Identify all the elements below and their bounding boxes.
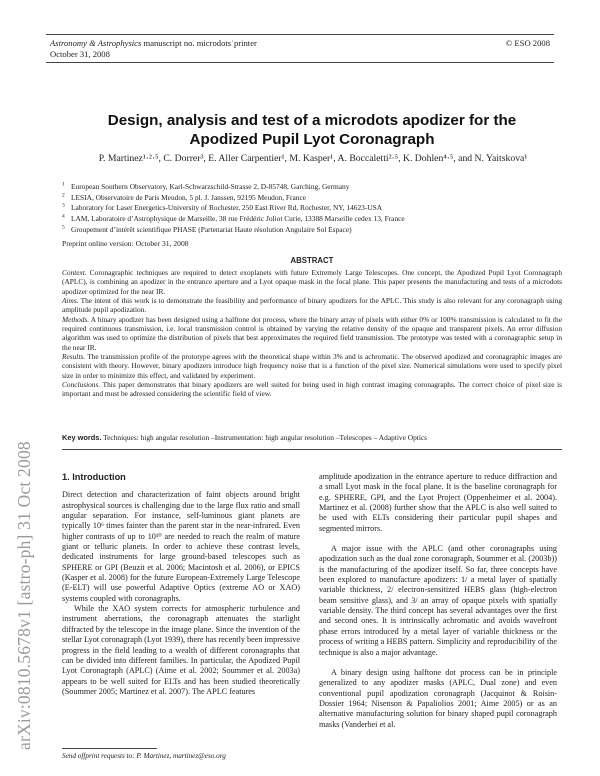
affiliation-list bbox=[62, 182, 562, 236]
arxiv-stamp bbox=[14, 190, 34, 750]
header-date: October 31, 2008 bbox=[50, 49, 110, 59]
abstract-conclusions: Conclusions. This paper demonstrates that binary apodizers are well suited for being used in high contrast imaging coronagraphs. The correct choice of pixel size is important and must be adressed considering the scientific field of view. bbox=[62, 380, 562, 399]
intro-paragraph-2: While the XAO system corrects for atmospheric turbulence and instrument aberrations, the coronagraph attenuates the starlight diffracted by the telescope in the image plane. Since the invention of the stellar Lyot coronagraph (Lyot 1939), there has recently been impressive progress in the field leading to a wealth of different coronagraphs that can be divided into different families. In particular, the Apodized Pupil Lyot Coronagraph (APLC) (Aime et al. 2002; Soummer et al. 2003a) appears to be well suited for ELTs and has been studied theoretically (Soummer 2005; Martinez et al. 2007). The APLC features bbox=[62, 604, 300, 696]
right-column bbox=[319, 472, 557, 730]
author-list: P. Martinez¹·²·⁵, C. Dorrer³, E. Aller Carpentier¹, M. Kasper¹, A. Boccaletti²·⁵, K. Dohlen⁴·⁵, and N. Yaitskova¹ bbox=[98, 153, 528, 164]
section-heading: 1. Introduction bbox=[62, 472, 126, 482]
preprint-note: Preprint online version: October 31, 2008 bbox=[62, 239, 189, 248]
abstract-aims: Aims. The intent of this work is to demonstrate the feasibility and performance of binary apodizers for the APLC. This study is also relevant for any coronagraph using amplitude pupil apodization. bbox=[62, 296, 562, 315]
manuscript-number: manuscript no. microdots˙printer bbox=[141, 38, 257, 48]
right-paragraph-2: A major issue with the APLC (and other coronagraphs using apodization such as the dual zone coronagraph, Soummer et al. (2003b)) is the manufacturing of the apodizer itself. So far, three concepts have been explored to manufacture apodizers: 1/ a metal layer of spatially variable thickness, 2/ electron-sensitized HEBS glass (high-electron beam sensitive glass), and 3/ an array of opaque pixels with spatially variable density. The third concept has several advantages over the first and second ones. It is intrinsically achromatic and avoids wavefront phase errors introduced by a metal layer of variable thickness or the process of writing a HEBS pattern. Simplicity and reproducibility of the technique is also a major advantage. bbox=[319, 544, 557, 657]
title-line-1: Design, analysis and test of a microdots apodizer for the bbox=[107, 112, 517, 129]
affiliation: $^4$ LAM, Laboratoire d’Astrophysique de Marseille, 38 rue Frédéric Joliot Curie, 13388 Marseille cedex 13, France bbox=[62, 213, 405, 224]
right-paragraph-1: amplitude apodization in the entrance aperture to reduce diffraction and a small Lyot mask in the focal plane. It is the baseline coronagraph for e.g. SPHERE, GPI, and the Lyot Project (Oppenheimer et al. 2004). Martinez et al. (2008) further show that the APLC is also well suited to be used with ELTs considering their particular pupil shapes and segmented mirrors. bbox=[319, 472, 557, 533]
left-column bbox=[62, 472, 300, 697]
journal-name: Astronomy & Astrophysics bbox=[50, 38, 142, 48]
header-rule-bottom bbox=[46, 62, 554, 63]
affiliation: $^2$ LESIA, Observatoire de Paris Meudon, 5 pl. J. Janssen, 92195 Meudon, France bbox=[62, 192, 307, 202]
right-paragraph-3: A binary design using halftone dot process can be in principle generalized to any apodizer masks (APLC, Dual zone) and even conventional pupil apodization coronagraph (Jacquinot & Roisin-Dossier 1964; Nisenson & Papaliolios 2001; Aime 2005) or as an alternative manufacturing solution for binary shaped pupil coronagraph masks (Vanderbei et al. bbox=[319, 667, 557, 729]
keywords-text: Techniques: high angular resolution –Instrumentation: high angular resolution –Telescopes – Adaptive Optics bbox=[101, 433, 428, 442]
footnote bbox=[62, 752, 226, 760]
footnote-text: Send offprint requests to: P. Martinez, martinez@eso.org bbox=[62, 752, 226, 760]
affiliation: $^5$ Groupement d’intérêt scientifique PHASE (Partenariat Haute résolution Angulaire Sol Espace) bbox=[62, 224, 352, 234]
footnote-rule bbox=[62, 748, 157, 749]
keywords-label: Key words. bbox=[62, 433, 102, 442]
abstract-heading: ABSTRACT bbox=[290, 256, 334, 265]
abstract-results: Results. The transmission profile of the prototype agrees with the theoretical shape within 3% and is achromatic. The observed apodized and coronagraphic images are consistent with theory. However, binary apodizers introduce high frequency noise that is a function of the pixel size. Numerical simulations were used to specify pixel size in order to minimize this effect, and validated by experiment. bbox=[62, 352, 562, 380]
abstract-methods: Methods. A binary apodizer has been designed using a halftone dot process, where the binary array of pixels with either 0% or 100% transmission is calculated to fit the required continuous transmission, i.e. local transmission control is obtained by varying the relative density of the opaque and transparent pixels. An error diffusion algorithm was used to optimize the distribution of pixels that best approximates the required field transmission. The prototype was tested with a coronagraphic setup in the near IR. bbox=[62, 314, 562, 352]
running-header bbox=[50, 38, 257, 60]
arxiv-id: arXiv:0810.5678v1 [astro-ph] 31 Oct 2008 bbox=[14, 441, 34, 750]
paper-title bbox=[62, 111, 562, 149]
intro-paragraph-1: Direct detection and characterization of faint objects around bright astrophysical sources is challenging due to the large flux ratio and small angular separation. For instance, self-luminous giant planets are typically 10⁶ times fainter than the parent star in the near-infrared. Even higher contrasts of up to 10¹⁰ are needed to reach the realm of mature giant or telluric planets. In order to achieve these contrast levels, dedicated instruments for large ground-based telescopes such as SPHERE or GPI (Beuzit et al. 2006; Macintosh et al. 2006), or EPICS (Kasper et al. 2008) for the future European-Extremely Large Telescope (E-ELT) will use powerful Adaptive Optics (extreme AO or XAO) systems coupled with coronagraphs. bbox=[62, 490, 300, 603]
abstract-body bbox=[62, 268, 562, 399]
affiliation: $^3$ Laboratory for Laser Energetics-University of Rochester, 250 East River Rd, Rochester, NY, 14623-USA bbox=[62, 202, 383, 213]
header-rule-top bbox=[46, 34, 554, 35]
copyright: © ESO 2008 bbox=[505, 38, 550, 48]
keywords bbox=[62, 433, 562, 442]
title-line-2: Apodized Pupil Lyot Coronagraph bbox=[189, 131, 435, 148]
abstract-rule bbox=[62, 449, 562, 450]
affiliation: $^1$ European Southern Observatory, Karl-Schwarzschild-Strasse 2, D-85748, Garching, Germany bbox=[62, 181, 350, 191]
abstract-context: Context. Coronagraphic techniques are required to detect exoplanets with future Extremely Large Telescopes. One concept, the Apodized Pupil Lyot Coronagraph (APLC), is combining an apodizer in the entrance aperture and a Lyot opaque mask in the focal plane. This paper presents the manufacturing and tests of a microdots apodizer optimized for the near IR. bbox=[62, 268, 562, 296]
